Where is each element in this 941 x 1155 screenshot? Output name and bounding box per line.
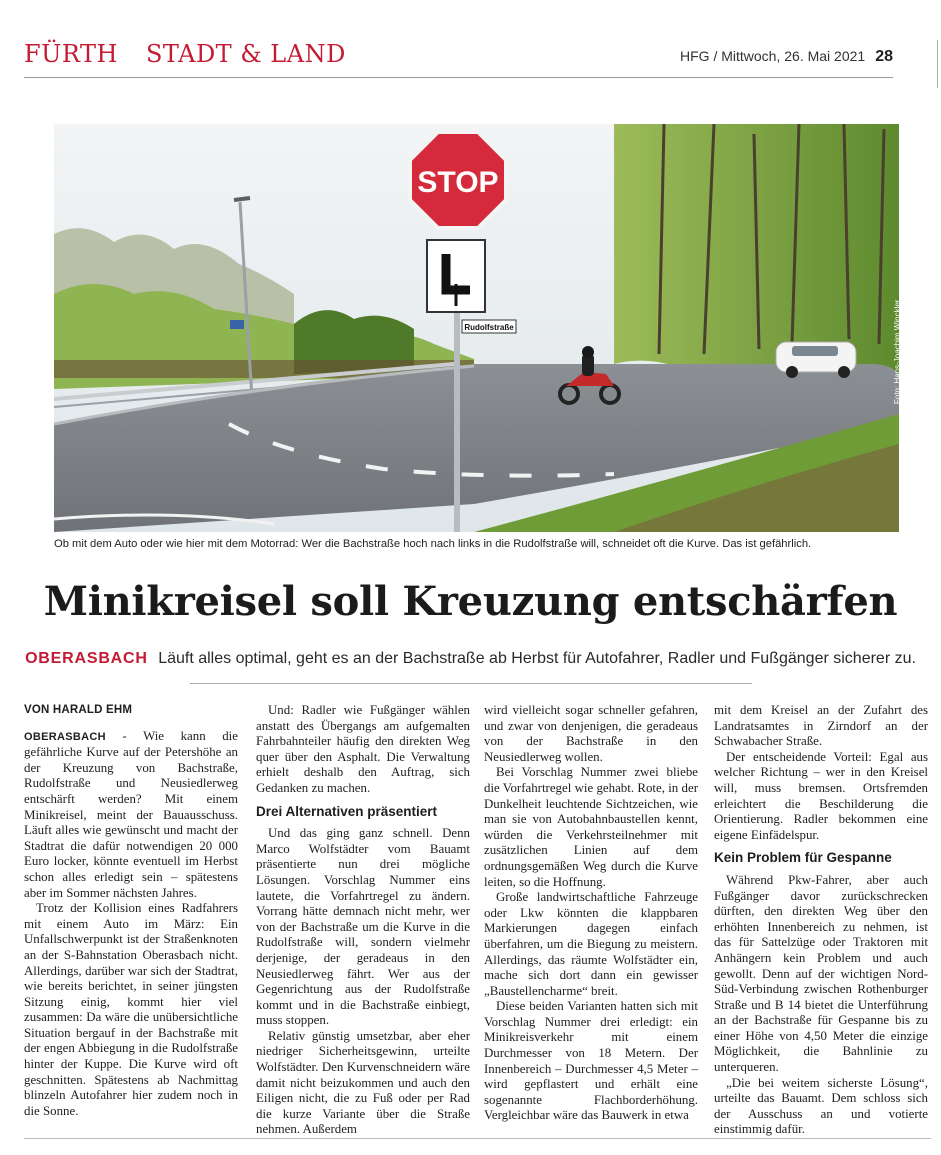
section-title-fuerth: FÜRTH	[24, 40, 118, 68]
article-column-2	[256, 703, 470, 1138]
photo-credit: Foto: Hans-Joachim Winckler	[893, 299, 902, 404]
paragraph: mit dem Kreisel an der Zufahrt des Landratsamtes in Zirndorf an der Schwabacher Straße.	[714, 703, 928, 749]
subline-text: Läuft alles optimal, geht es an der Bachstraße ab Herbst für Autofahrer, Radler und Fußgänger sicherer zu.	[158, 650, 916, 667]
article-column-1	[24, 703, 238, 1119]
paragraph: Und das ging ganz schnell. Denn Marco Wolfstädter vom Bauamt präsentierte nun drei mögliche Lösungen. Vorschlag Nummer eins lautete, die Vorfahrtregel zu ändern. Vorrang hätte demnach nicht mehr, wer von der Bachstraße um die Kurve in die Rudolfstraße will, sondern vielmehr derjenige, der geradeaus in den Neusiedlerweg fährt. Wer aus der Gegenrichtung aus der Rudolfstraße kommt und in die Bachstraße einbiegt, muss stoppen.	[256, 826, 470, 1028]
header-rule	[24, 77, 893, 78]
street-name-sign: Rudolfstraße	[464, 323, 514, 332]
section-title-stadt-land: STADT & LAND	[145, 40, 346, 68]
page-number: 28	[875, 48, 893, 65]
paragraph: Bei Vorschlag Nummer zwei bliebe die Vorfahrtregel wie gehabt. Rote, in der Dunkelheit leuchtende Sichtzeichen, wie man sie von Autobahnbaustellen kennt, würden die Verkehrsteilnehmer mit zusätzlichen Linien auf dem ordnungsgemäßen Weg durch die Kurve leiten, so die Hoffnung.	[484, 765, 698, 889]
issue-date: HFG / Mittwoch, 26. Mai 2021	[680, 48, 866, 64]
page-info	[680, 48, 893, 66]
paragraph-text: - Wie kann die gefährliche Kurve auf der Petershöhe an der Kreuzung von Bachstraße, Rudolfstraße und Neusiedlerweg entschärft werden? Mit einem Minikreisel, meint der Bauausschuss. Läuft alles wie gewünscht und macht der Stadtrat die dafür notwendigen 20 000 Euro locker, könnte eventuell im Herbst schon alles erledigt sein – spätestens aber im Sommer nächsten Jahres.	[24, 728, 238, 900]
paragraph: „Die bei weitem sicherste Lösung“, urteilte das Bauamt. Dem schloss sich der Ausschuss an und votierte einstimmig dafür.	[714, 1075, 928, 1137]
section-header	[24, 40, 346, 70]
paragraph: Diese beiden Varianten hatten sich mit Vorschlag Nummer drei erledigt: ein Minikreisverkehr mit einem Durchmesser von 18 Metern. Der Innenbereich – Durchmesser 4,5 Meter – wird gepflastert und erhält eine sogenannte Flachborderhöhung. Vergleichbar wäre das Bauwerk in etwa	[484, 999, 698, 1123]
byline: VON HARALD EHM	[24, 704, 133, 716]
subline-rule	[190, 683, 752, 684]
subheading: Drei Alternativen präsentiert	[256, 803, 438, 819]
paragraph: Trotz der Kollision eines Radfahrers mit einem Auto im März: Ein Unfallschwerpunkt ist der Straßenknoten an der S-Bahnstation Oberasbach nicht. Allerdings, darüber war sich der Stadtrat, wie bereits berichtet, in seiner jüngsten Sitzung einig, kommt hier viel zusammen: Da wäre die unübersichtliche Situation bergauf in der Bachstraße mit der engen Abbiegung in die Rudolfstraße hinter der Kuppe. Die Kurve wird oft geschnitten. Spätestens ab Nachmittag blinzeln Autofahrer hier zudem noch in die Sonne.	[24, 901, 238, 1118]
paragraph: Große landwirtschaftliche Fahrzeuge oder Lkw könnten die klappbaren Markierungen dagegen einfach überfahren, um die Biegung zu meistern. Allerdings, das räumte Wolfstädter ein, mache sich dort dann ein gewisser „Baustellencharme“ breit.	[484, 890, 698, 998]
dateline: OBERASBACH	[24, 730, 106, 743]
paragraph	[24, 729, 238, 902]
bottom-rule	[24, 1138, 931, 1139]
paragraph: Der entscheidende Vorteil: Egal aus welcher Richtung – wer in den Kreisel will, muss bremsen. Ortsfremden erleichtert die Beschilderung die Orientierung. Radler bekommen eine eigene Einfädelspur.	[714, 749, 928, 842]
paragraph: wird vielleicht sogar schneller gefahren, und zwar von denjenigen, die geradeaus von der Bachstraße in den Neusiedlerweg wollen.	[484, 703, 698, 764]
photo-caption: Ob mit dem Auto oder wie hier mit dem Motorrad: Wer die Bachstraße hoch nach links in die Rudolfstraße will, schneidet oft die Kurve. Das ist gefährlich.	[54, 538, 812, 550]
article-column-4	[714, 703, 928, 1138]
subheading: Kein Problem für Gespanne	[714, 850, 892, 866]
article-column-3	[484, 703, 698, 1124]
subline-kicker: OBERASBACH	[25, 650, 148, 667]
paragraph: Während Pkw-Fahrer, aber auch Fußgänger davor zurückschrecken dürften, den direkten Weg über den erhöhten Innenbereich zu nehmen, ist das für Sattelzüge oder Traktoren mit Anhängern kein Problem und auch gewollt. Denn auf der wichtigen Nord-Süd-Verbindung zwischen Rothenburger Straße und B 14 bietet die Unterführung an der Bachstraße für Gespanne bis zu einer Höhe von 4,50 Meter die einzige Möglichkeit, die Bahnlinie zu unterqueren.	[714, 872, 928, 1075]
paragraph: Und: Radler wie Fußgänger wählen anstatt des Übergangs am aufgemalten Fahrbahnteiler häufig den direkten Weg quer über den Asphalt. Die Verwaltung erhielt deshalb den Auftrag, sich Gedanken zu machen.	[256, 703, 470, 795]
edge-rule	[937, 40, 938, 88]
article-subline	[0, 650, 941, 668]
paragraph: Relativ günstig umsetzbar, aber eher niedriger Sicherheitsgewinn, urteilte Wolfstädter. Den Kurvenschneidern wäre damit nicht beizukommen und auch den Eiligen nicht, die zu Fuß oder per Rad die kurze Variante über die Straße nehmen. Außerdem	[256, 1028, 470, 1137]
stop-sign-text: STOP	[417, 166, 499, 199]
article-headline: Minikreisel soll Kreuzung entschärfen	[43, 578, 898, 625]
article-photo	[54, 124, 899, 532]
